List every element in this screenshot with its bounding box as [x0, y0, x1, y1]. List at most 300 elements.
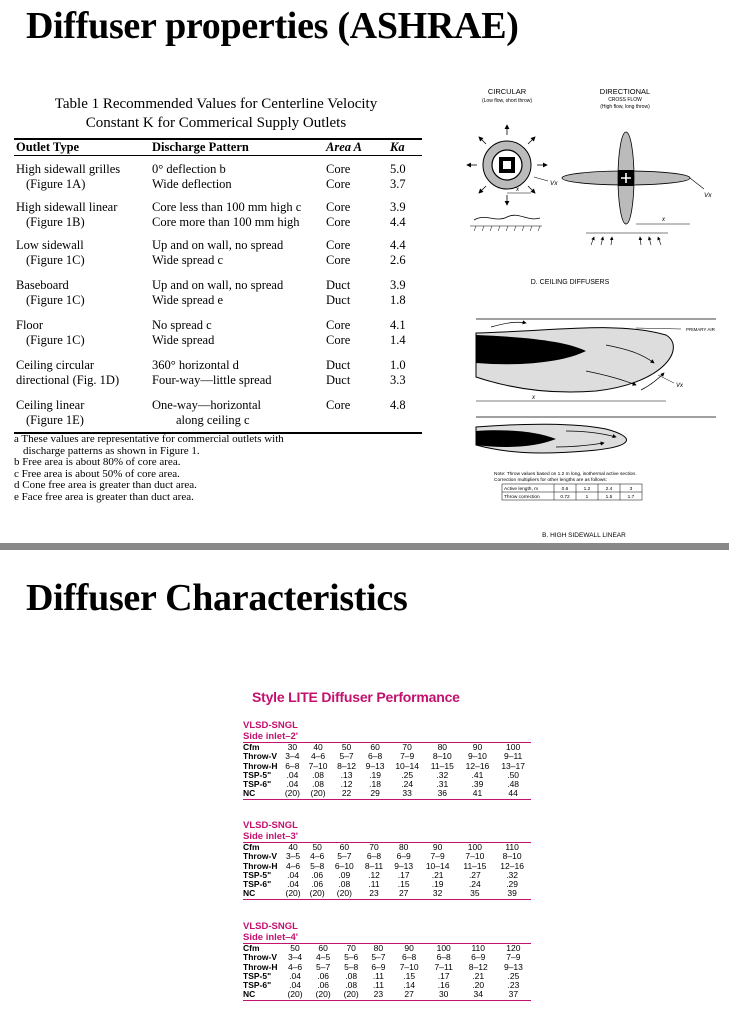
k-value-cell-line1: 1.0 [390, 358, 406, 372]
value-cell: 6–8 [366, 851, 382, 862]
value-cell: 9–13 [365, 760, 385, 771]
value-cell: .17 [437, 970, 450, 981]
value-cell: 4–6 [310, 851, 325, 862]
value-cell: 5–8 [344, 961, 359, 972]
value-cell: 4–5 [316, 952, 331, 963]
outlet-type-cell-line1: Low sidewall [16, 238, 84, 252]
area-cell-line1: Core [326, 238, 351, 252]
value-cell: 23 [359, 889, 388, 899]
value-cell: 12–16 [465, 760, 490, 771]
row-label: TSP-5" [243, 869, 272, 880]
value-cell: 37 [496, 990, 531, 1000]
area-cell [326, 200, 350, 230]
value-cell: 35 [457, 889, 494, 899]
vx-label: Vx [550, 180, 558, 187]
value-cell: 5–7 [339, 751, 354, 762]
value-cell: 30 [281, 743, 304, 753]
value-cell: .06 [317, 970, 330, 981]
k-value-cell [390, 358, 406, 388]
value-cell: .06 [317, 980, 330, 991]
table-row [14, 200, 422, 234]
active-length-label: Active length, m [504, 487, 539, 492]
value-cell: 8–12 [468, 961, 488, 972]
discharge-pattern-cell [152, 200, 301, 230]
note-line: discharge patterns as shown in Figure 1. [23, 444, 200, 457]
value-cell: 60 [309, 944, 337, 954]
value-cell: .32 [506, 869, 519, 880]
value-cell: 8–10 [432, 751, 452, 762]
vx-label: Vx [676, 383, 684, 389]
value-cell: (20) [337, 990, 365, 1000]
k-value-cell-line2: 4.4 [390, 215, 406, 229]
table-row [14, 238, 422, 272]
note-line: c Free area is about 50% of core area. [14, 467, 180, 480]
header-outlet-type: Outlet Type [16, 140, 80, 154]
outlet-type-cell-line2: (Figure 1C) [26, 293, 85, 307]
area-cell-line2: Duct [326, 373, 351, 387]
discharge-pattern-cell-line1: Up and on wall, no spread [152, 238, 284, 252]
block-inlet-title: Side inlet–3' [243, 831, 299, 842]
area-cell-line2: Core [326, 215, 351, 229]
row-label: Throw-H [243, 860, 278, 871]
discharge-pattern-cell [152, 318, 214, 348]
value-cell: 8–11 [364, 860, 384, 871]
directional-subtitle: (High flow, long throw) [600, 104, 650, 110]
performance-row [243, 944, 531, 954]
k-value-cell-line1: 5.0 [390, 162, 406, 176]
value-cell: 7–9 [430, 851, 445, 862]
k-value-cell [390, 278, 406, 308]
discharge-pattern-cell [152, 162, 232, 192]
value-cell: (20) [309, 990, 337, 1000]
block-model-title: VLSD-SNGL [243, 921, 298, 932]
discharge-pattern-cell-line2: Wide spread e [152, 293, 223, 307]
k-value-cell [390, 238, 406, 268]
area-cell [326, 398, 350, 413]
directional-diffuser-drawing [562, 132, 712, 245]
value-cell: 3–4 [285, 751, 300, 762]
value-cell: 11–15 [430, 760, 454, 771]
performance-row [243, 963, 531, 972]
value-cell: 90 [419, 843, 457, 853]
sidewall-linear-label: B. HIGH SIDEWALL LINEAR [542, 532, 626, 539]
value-cell: 110 [461, 944, 496, 954]
value-cell: .08 [345, 980, 358, 991]
value-cell: 34 [461, 990, 496, 1000]
sidewall-flow-upper [476, 319, 716, 401]
directional-subtitle: CROSS FLOW [608, 97, 642, 103]
throw-value: 0.72 [560, 495, 570, 500]
value-cell: .06 [311, 879, 324, 890]
value-cell: 80 [425, 743, 460, 753]
value-cell: .24 [468, 879, 481, 890]
diagram-svg [436, 85, 721, 545]
value-cell: .48 [507, 779, 520, 790]
k-value-cell [390, 162, 406, 192]
throw-value: 1.7 [627, 495, 635, 500]
value-cell: .11 [372, 970, 384, 981]
value-cell: 29 [361, 789, 390, 799]
outlet-type-cell-line1: Ceiling linear [16, 398, 85, 412]
value-cell: (20) [281, 990, 309, 1000]
area-cell-line1: Duct [326, 278, 351, 292]
circular-diffuser-drawing [467, 125, 558, 231]
value-cell: 27 [389, 889, 419, 899]
value-cell: 44 [495, 789, 531, 799]
area-cell [326, 318, 350, 348]
circular-subtitle: (Low flow, short throw) [481, 98, 533, 104]
discharge-pattern-cell-line2: Four-way—little spread [152, 373, 272, 387]
block-model-title: VLSD-SNGL [243, 720, 298, 731]
value-cell: 4–6 [287, 961, 303, 972]
value-cell: 5–7 [371, 952, 386, 963]
outlet-type-cell-line1: Ceiling circular [16, 358, 95, 372]
value-cell: .23 [507, 980, 520, 991]
active-value: 2.4 [605, 487, 613, 492]
k-value-cell-line2: 3.3 [390, 373, 406, 387]
value-cell: .17 [397, 869, 410, 880]
row-label: Throw-V [243, 751, 277, 762]
area-cell [326, 358, 350, 388]
value-cell: .04 [286, 779, 299, 790]
value-cell: 23 [365, 990, 391, 1000]
value-cell: .18 [369, 779, 381, 790]
outlet-type-cell [16, 318, 85, 348]
value-cell: .11 [368, 879, 380, 890]
value-cell: 60 [361, 743, 390, 753]
area-cell-line1: Core [326, 162, 351, 176]
k-value-cell-line2: 1.4 [390, 333, 406, 347]
outlet-type-cell-line2: (Figure 1B) [26, 215, 85, 229]
outlet-type-cell [16, 238, 85, 268]
table-caption [16, 95, 416, 133]
value-cell: .12 [340, 779, 353, 790]
k-value-cell [390, 318, 406, 348]
row-label: Throw-H [243, 760, 278, 771]
value-cell: 8–12 [337, 760, 357, 771]
performance-table [243, 842, 531, 900]
table-row [14, 358, 422, 392]
table-header-row [14, 140, 422, 156]
sidewall-flow-lower [476, 417, 716, 453]
active-value: 0.6 [561, 487, 569, 492]
value-cell: 9–13 [394, 860, 414, 871]
row-label: TSP-6" [243, 879, 272, 890]
value-cell: 120 [496, 944, 531, 954]
value-cell: .06 [311, 869, 324, 880]
discharge-pattern-cell-line1: Core less than 100 mm high c [152, 200, 302, 214]
row-label: Throw-V [243, 851, 277, 862]
value-cell: .19 [431, 879, 444, 890]
value-cell: 40 [281, 843, 305, 853]
value-cell: 100 [495, 743, 531, 753]
value-cell: 100 [427, 944, 461, 954]
performance-row [243, 889, 531, 899]
value-cell: .11 [372, 980, 384, 991]
k-value-cell-line1: 3.9 [390, 278, 406, 292]
block-model-title: VLSD-SNGL [243, 820, 298, 831]
outlet-type-cell-line2: directional (Fig. 1D) [16, 373, 120, 387]
value-cell: 50 [332, 743, 361, 753]
k-value-cell [390, 398, 406, 413]
value-cell: 8–10 [502, 851, 522, 862]
note-line: Correction multipliers for other lengths are as follows: [494, 478, 608, 483]
table-row [14, 162, 422, 196]
value-cell: 90 [460, 743, 496, 753]
discharge-pattern-cell [152, 238, 283, 268]
value-cell: .04 [289, 970, 301, 981]
value-cell: .50 [507, 769, 520, 780]
header-discharge-pattern: Discharge Pattern [152, 140, 249, 154]
row-label: Throw-H [243, 961, 278, 972]
header-area: Area A [326, 140, 362, 154]
value-cell: 6–9 [396, 851, 411, 862]
outlet-type-cell [16, 398, 84, 428]
k-value-cell-line1: 3.9 [390, 200, 406, 214]
x-label: x [532, 395, 535, 401]
diffuser-diagrams [436, 85, 721, 545]
discharge-pattern-cell-line2: Wide deflection [152, 177, 232, 191]
block-inlet-title: Side inlet–2' [243, 731, 299, 742]
value-cell: .20 [472, 980, 485, 991]
value-cell: .29 [506, 879, 519, 890]
value-cell: 30 [427, 990, 461, 1000]
value-cell: (20) [281, 789, 304, 799]
discharge-pattern-cell-line1: 0° deflection b [152, 162, 226, 176]
value-cell: .08 [338, 879, 351, 890]
value-cell: .41 [471, 769, 484, 780]
row-label: Cfm [243, 743, 281, 753]
value-cell: 36 [425, 789, 460, 799]
value-cell: .25 [507, 970, 520, 981]
value-cell: 6–9 [371, 961, 386, 972]
performance-table [243, 943, 531, 1001]
outlet-type-cell-line2: (Figure 1C) [26, 253, 85, 267]
outlet-type-cell-line2: (Figure 1A) [26, 177, 86, 191]
value-cell: .08 [312, 779, 324, 790]
performance-table [243, 742, 531, 800]
area-cell-line2: Duct [326, 293, 351, 307]
k-value-cell-line2: 2.6 [390, 253, 406, 267]
value-cell: 10–14 [425, 860, 450, 871]
discharge-pattern-cell-line1: Up and on wall, no spread [152, 278, 284, 292]
value-cell: .13 [340, 769, 353, 780]
value-cell: .04 [286, 769, 299, 780]
discharge-pattern-cell-line2: Core more than 100 mm high [152, 215, 300, 229]
value-cell: 9–13 [503, 961, 523, 972]
value-cell: .19 [369, 769, 381, 780]
row-label: NC [243, 889, 281, 899]
value-cell: 40 [304, 743, 333, 753]
outlet-type-cell [16, 278, 85, 308]
row-label: Throw-V [243, 952, 277, 963]
value-cell: 13–17 [501, 760, 525, 771]
note-line: e Face free area is greater than duct area. [14, 490, 194, 503]
value-cell: .27 [468, 869, 481, 880]
outlet-type-cell [16, 200, 117, 230]
table-row [14, 398, 422, 432]
value-cell: 6–8 [367, 751, 383, 762]
value-cell: 70 [389, 743, 425, 753]
value-cell: 5–8 [310, 860, 325, 871]
area-cell-line1: Core [326, 398, 351, 412]
value-cell: 4–6 [310, 751, 326, 762]
value-cell: 9–11 [504, 751, 523, 762]
throw-value: 1 [585, 495, 589, 500]
value-cell: 5–7 [337, 851, 352, 862]
discharge-pattern-cell-line1: 360° horizontal d [152, 358, 239, 372]
value-cell: 6–9 [471, 952, 486, 963]
value-cell: 7–11 [434, 961, 453, 972]
value-cell: 11–15 [463, 860, 487, 871]
value-cell: .08 [345, 970, 358, 981]
value-cell: 3–4 [287, 952, 303, 963]
header-k: Ka [390, 140, 405, 154]
circular-title: CIRCULAR [487, 87, 527, 96]
value-cell: 7–10 [399, 961, 419, 972]
value-cell: 33 [389, 789, 425, 799]
value-cell: 22 [332, 789, 361, 799]
value-cell: 27 [392, 990, 427, 1000]
outlet-type-cell [16, 162, 120, 192]
value-cell: 10–14 [395, 760, 419, 771]
outlet-type-cell-line1: High sidewall linear [16, 200, 118, 214]
correction-table [502, 484, 642, 500]
table-caption-line2: Constant K for Commerical Supply Outlets [85, 115, 347, 131]
page-title-characteristics: Diffuser Characteristics [26, 577, 408, 619]
note-line: a These values are representative for commercial outlets with [14, 433, 284, 445]
performance-block [243, 820, 531, 900]
performance-row [243, 972, 531, 981]
area-cell-line1: Core [326, 318, 351, 332]
value-cell: .04 [287, 869, 299, 880]
k-value-cell-line1: 4.1 [390, 318, 406, 332]
discharge-pattern-cell-line2: Wide spread c [152, 253, 223, 267]
page-title-ashrae: Diffuser properties (ASHRAE) [26, 5, 519, 47]
discharge-pattern-cell-line1: One-way—horizontal [152, 398, 261, 412]
value-cell: 6–8 [285, 760, 300, 771]
outlet-type-cell-line2: (Figure 1E) [26, 413, 84, 427]
outlet-type-cell-line1: High sidewall grilles [16, 162, 121, 176]
value-cell: 70 [359, 843, 388, 853]
row-label: TSP-6" [243, 980, 272, 991]
value-cell: 90 [392, 944, 427, 954]
row-label: TSP-6" [243, 779, 272, 790]
throw-correction-label: Throw correction [504, 495, 540, 500]
k-value-cell-line1: 4.8 [390, 398, 406, 412]
table-row [14, 278, 422, 312]
outlet-type-cell-line1: Floor [16, 318, 44, 332]
area-cell [326, 162, 350, 192]
value-cell: .12 [368, 869, 380, 880]
value-cell: 50 [305, 843, 329, 853]
value-cell: (20) [304, 789, 333, 799]
area-cell [326, 278, 350, 308]
discharge-pattern-cell [152, 398, 261, 428]
row-label: TSP-5" [243, 769, 272, 780]
k-value-cell-line1: 4.4 [390, 238, 406, 252]
area-cell [326, 238, 350, 268]
value-cell: 60 [329, 843, 359, 853]
value-cell: 4–6 [285, 860, 301, 871]
k-value-cell [390, 200, 406, 230]
k-value-cell-line2: 3.7 [390, 177, 406, 191]
primary-air-label: PRIMARY AIR [686, 327, 715, 332]
vx-label: Vx [704, 192, 712, 199]
value-cell: .32 [436, 769, 449, 780]
value-cell: 41 [460, 789, 496, 799]
value-cell: 70 [337, 944, 365, 954]
row-label: TSP-5" [243, 970, 272, 981]
x-label: x [662, 217, 665, 223]
value-cell: .15 [403, 970, 416, 981]
x-label: x [516, 187, 519, 193]
value-cell: .14 [403, 980, 416, 991]
performance-block [243, 921, 531, 1001]
value-cell: 5–7 [316, 961, 331, 972]
performance-title: Style LITE Diffuser Performance [252, 689, 460, 705]
discharge-pattern-cell-line2: Wide spread [152, 333, 215, 347]
performance-row [243, 990, 531, 1000]
row-label: Cfm [243, 944, 281, 954]
value-cell: 6–8 [436, 952, 451, 963]
performance-block [243, 720, 531, 800]
discharge-pattern-cell-line2: along ceiling c [176, 413, 250, 427]
value-cell: .21 [431, 869, 444, 880]
value-cell: .15 [397, 879, 410, 890]
active-value: 1.2 [583, 487, 591, 492]
table-caption-line1: Table 1 Recommended Values for Centerline Velocity [54, 96, 378, 112]
value-cell: .31 [436, 779, 449, 790]
value-cell: (20) [329, 889, 359, 899]
area-cell-line1: Core [326, 200, 351, 214]
discharge-pattern-cell [152, 358, 272, 388]
ceiling-diffusers-label: D. CEILING DIFFUSERS [530, 279, 610, 286]
value-cell: 5–6 [344, 952, 359, 963]
value-cell: .25 [401, 769, 414, 780]
outlet-type-cell [16, 358, 119, 388]
value-cell: .04 [287, 879, 299, 890]
value-cell: 32 [419, 889, 457, 899]
performance-row [243, 789, 531, 799]
k-value-cell-line2: 1.8 [390, 293, 406, 307]
value-cell: .04 [289, 980, 301, 991]
value-cell: .08 [312, 769, 324, 780]
value-cell: 50 [281, 944, 309, 954]
note-line: b Free area is about 80% of core area. [14, 456, 181, 469]
value-cell: 100 [457, 843, 494, 853]
directional-title: DIRECTIONAL [599, 87, 651, 96]
value-cell: 7–9 [506, 952, 521, 963]
note-line: Note: Throw values based on 1.2 m long, isothermal active section. [494, 472, 637, 477]
row-label: Cfm [243, 843, 281, 853]
value-cell: 7–9 [400, 751, 415, 762]
row-label: NC [243, 789, 281, 799]
discharge-pattern-cell-line1: No spread c [152, 318, 212, 332]
block-inlet-title: Side inlet–4' [243, 932, 299, 943]
area-cell-line2: Core [326, 253, 351, 267]
area-cell-line2: Core [326, 333, 351, 347]
outlet-type-cell-line1: Baseboard [16, 278, 69, 292]
value-cell: .39 [471, 779, 484, 790]
value-cell: (20) [305, 889, 329, 899]
value-cell: 110 [493, 843, 531, 853]
value-cell: (20) [281, 889, 305, 899]
value-cell: .21 [472, 970, 485, 981]
table-notes [14, 434, 424, 504]
note-line: d Cone free area is greater than duct area. [14, 479, 197, 492]
value-cell: 80 [365, 944, 391, 954]
